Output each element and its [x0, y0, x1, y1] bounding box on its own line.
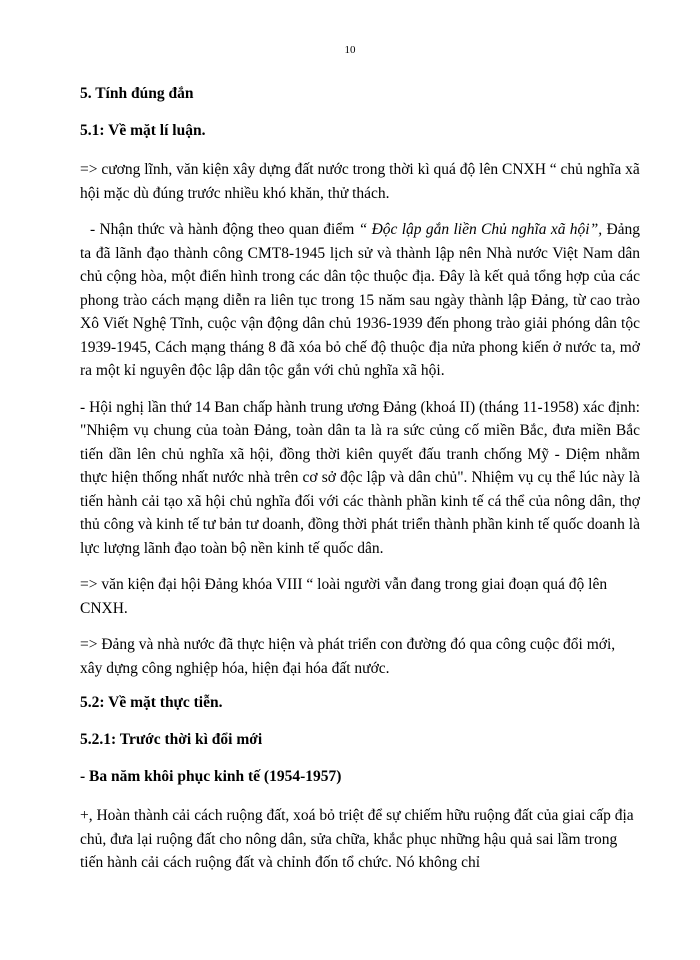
page-number: 10: [344, 44, 356, 56]
paragraph-congress-viii: => văn kiện đại hội Đảng khóa VIII “ loài người vẫn đang trong giai đoạn quá độ lên CNXH.: [80, 576, 608, 617]
italic-quote: “ Độc lập gắn liền Chủ nghĩa xã hội”,: [358, 221, 603, 238]
section-5-heading: 5. Tính đúng đắn: [80, 85, 194, 102]
document-body: [80, 84, 640, 888]
paragraph-program-documents: => cương lĩnh, văn kiện xây dựng đất nước trong thời kì quá độ lên CNXH “ chủ nghĩa xã hội mặc dù đúng trước nhiều khó khăn, thử thách.: [80, 161, 640, 202]
section-5-2-heading: 5.2: Về mặt thực tiễn.: [80, 694, 223, 711]
section-5-1-heading: 5.1: Về mặt lí luận.: [80, 122, 206, 139]
subsection-economic-recovery: - Ba năm khôi phục kinh tế (1954-1957): [80, 768, 342, 785]
paragraph-rest: Đảng ta đã lãnh đạo thành công CMT8-1945 lịch sử và thành lập nên Nhà nước Việt Nam dân chủ cộng hòa, một điển hình trong các dân tộc thuộc địa. Đây là kết quả tổng hợp của các phong trào cách mạng diễn ra liên tục trong 15 năm sau ngày thành lập Đảng, từ cao trào Xô Viết Nghệ Tĩnh, cuộc vận động dân chủ 1936-1939 đến phong trào giải phóng dân tộc 1939-1945, Cách mạng tháng 8 đã xóa bỏ chế độ thuộc địa nửa phong kiến ở nước ta, mở ra một kỉ nguyên độc lập dân tộc gắn với chủ nghĩa xã hội.: [80, 221, 641, 379]
paragraph-conference-14: - Hội nghị lần thứ 14 Ban chấp hành trung ương Đảng (khoá II) (tháng 11-1958) xác định: "Nhiệm vụ chung của toàn Đảng, toàn dân ta là ra sức củng cố miền Bắc, đưa miền Bắc tiến dần lên chủ nghĩa xã hội, đồng thời kiên quyết đấu tranh chống Mỹ - Diệm nhằm thực hiện thống nhất nước nhà trên cơ sở độc lập và dân chủ". Nhiệm vụ cụ thể lúc này là tiến hành cải tạo xã hội chủ nghĩa đối với các thành phần kinh tế cá thể của nông dân, thợ thủ công và kinh tế tư bản tư doanh, đồng thời phát triển thành phần kinh tế quốc doanh là lực lượng lãnh đạo toàn bộ nền kinh tế quốc dân.: [80, 398, 640, 557]
paragraph-independence-socialism: [80, 218, 640, 383]
paragraph-land-reform: +, Hoàn thành cải cách ruộng đất, xoá bỏ triệt để sự chiếm hữu ruộng đất của giai cấp địa chủ, đưa lại ruộng đất cho nông dân, sửa chữa, khắc phục những hậu quả sai lầm trong tiến hành cải cách ruộng đất và chỉnh đốn tổ chức. Nó không chỉ: [80, 807, 634, 871]
paragraph-renovation: => Đảng và nhà nước đã thực hiện và phát triển con đường đó qua công cuộc đổi mới, xây dựng công nghiệp hóa, hiện đại hóa đất nước.: [80, 636, 616, 677]
paragraph-lead: - Nhận thức và hành động theo quan điểm: [90, 221, 355, 238]
section-5-2-1-heading: 5.2.1: Trước thời kì đổi mới: [80, 731, 263, 748]
